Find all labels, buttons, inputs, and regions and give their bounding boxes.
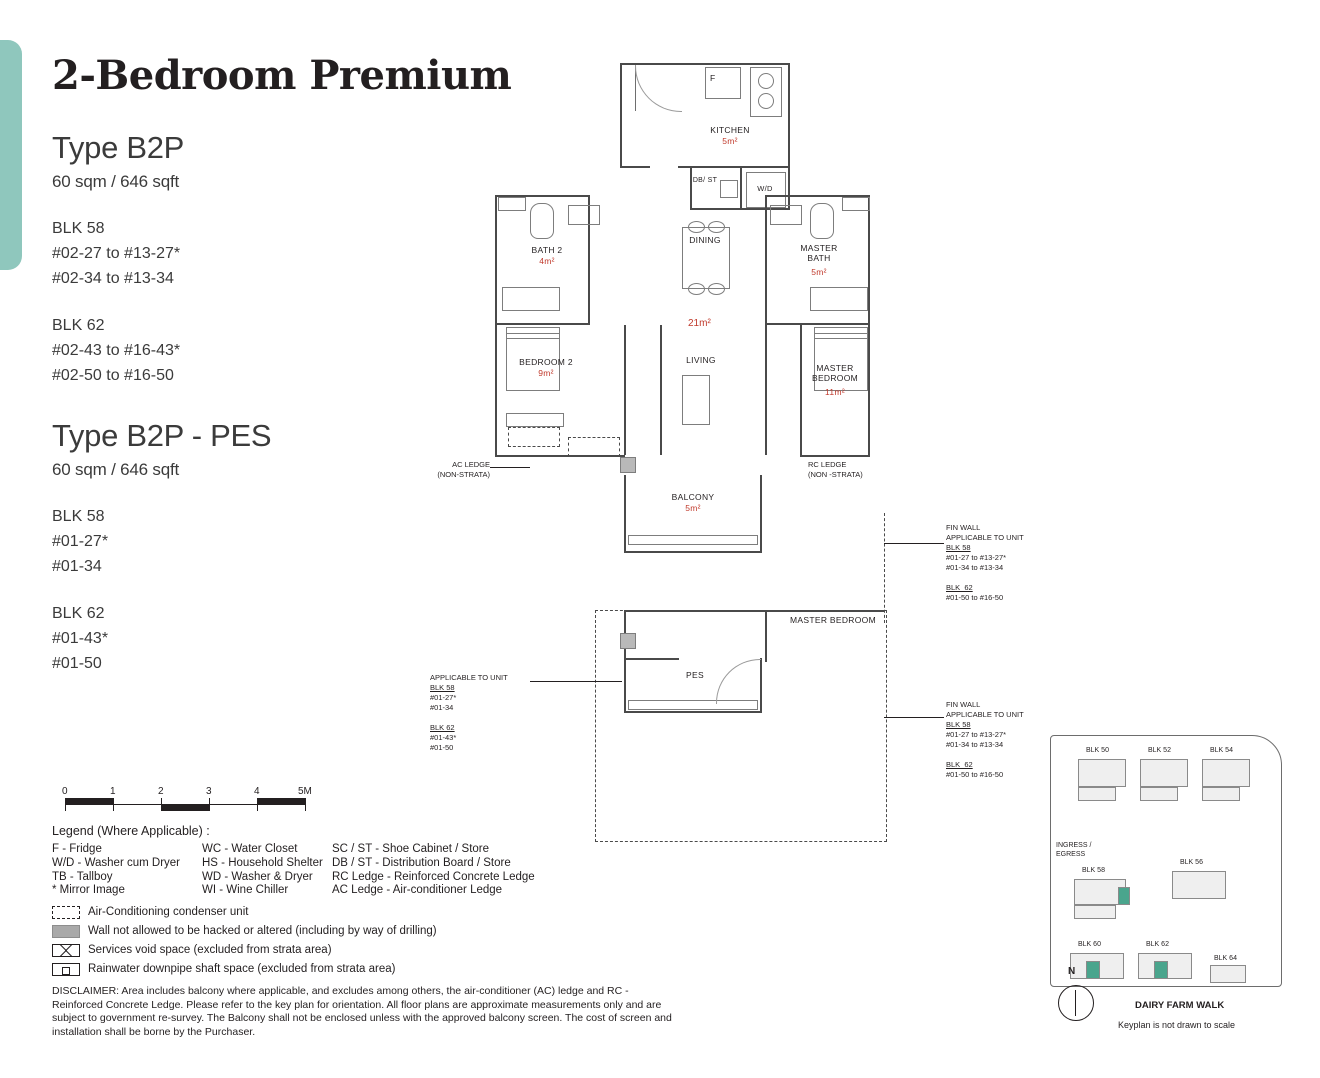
legend-2-1: WD - Washer & Dryer (202, 870, 313, 883)
legend-1-0: W/D - Washer cum Dryer (52, 856, 180, 869)
keyplan-blk-50-label: BLK 50 (1086, 747, 1109, 754)
keyplan-blk-56-label: BLK 56 (1180, 859, 1203, 866)
master-bedroom-area: 11m² (825, 387, 845, 397)
scale-bar (60, 786, 312, 818)
keyplan-blk-52-label: BLK 52 (1148, 747, 1171, 754)
legend-0-1: WC - Water Closet (202, 843, 298, 855)
bath2-label: BATH 2 (531, 245, 563, 255)
kitchen-area: 5m² (722, 136, 738, 146)
floor-plan (420, 45, 1024, 845)
type-b2p-blk62-unit-1: #02-43 to #16-43* (52, 342, 181, 359)
ac-ledge-annotation: AC LEDGE (NON-STRATA) (437, 460, 490, 479)
type-b2p-blk58-unit-2: #02-34 to #13-34 (52, 270, 174, 287)
compass-icon (1058, 985, 1094, 1021)
balcony-area: 5m² (685, 503, 701, 513)
legend-0-2: SC / ST - Shoe Cabinet / Store (332, 843, 490, 855)
legend-grid (52, 843, 535, 898)
kitchen-label: KITCHEN (710, 125, 750, 135)
type-pes-blk58-unit-1: #01-27* (52, 533, 109, 550)
fin-wall-annotation-2: FIN WALL APPLICABLE TO UNIT BLK 58 #01-27 to #13-27* #01-34 to #13-34 BLK 62 #01-50 to #16-50 (946, 700, 1024, 779)
type-pes-blk58-unit-2: #01-34 (52, 558, 102, 575)
legend-1-2: DB / ST - Distribution Board / Store (332, 856, 511, 869)
legend-symbol-2: Services void space (excluded from strata area) (88, 944, 332, 956)
legend-2-0: TB - Tallboy (52, 870, 113, 883)
living-label: LIVING (686, 355, 716, 365)
pes-label: PES (686, 670, 704, 680)
type-pes-blk62-unit-2: #01-50 (52, 655, 102, 672)
applicable-to-unit-annotation: APPLICABLE TO UNIT BLK 58 #01-27* #01-34 BLK 62 #01-43* #01-50 (430, 673, 508, 752)
legend-symbol-0: Air-Conditioning condenser unit (88, 906, 249, 918)
legend-3-2: AC Ledge - Air-conditioner Ledge (332, 884, 503, 897)
bath2-area: 4m² (539, 256, 555, 266)
services-void-icon (52, 944, 80, 957)
fridge-label: F (710, 73, 716, 83)
legend-symbol-3: Rainwater downpipe shaft space (excluded from strata area) (88, 963, 396, 975)
type-b2p-pes-heading: Type B2P - PES (52, 418, 272, 453)
keyplan-blk-64-label: BLK 64 (1214, 955, 1237, 962)
dining-label: DINING (689, 235, 721, 245)
legend-symbols (52, 903, 437, 979)
scale-tick-5: 5M (298, 786, 312, 797)
legend-0-0: F - Fridge (52, 843, 102, 855)
type-b2p-blk62-unit-2: #02-50 to #16-50 (52, 367, 174, 384)
db-st-label: DB/ ST (692, 177, 718, 184)
keyplan-blk-62-label: BLK 62 (1146, 941, 1169, 948)
legend-1-1: HS - Household Shelter (202, 856, 323, 869)
wd-label: W/D (757, 184, 773, 193)
rc-ledge-annotation: RC LEDGE (NON -STRATA) (808, 460, 863, 479)
bedroom2-area: 9m² (538, 368, 554, 378)
type-pes-blk62-unit-1: #01-43* (52, 630, 109, 647)
scale-tick-3: 3 (206, 786, 212, 797)
scale-tick-0: 0 (62, 786, 68, 797)
scale-tick-1: 1 (110, 786, 116, 797)
keyplan-ingress-label: INGRESS / EGRESS (1056, 842, 1092, 858)
type-pes-blk58-label: BLK 58 (52, 508, 105, 525)
keyplan-blk-60-label: BLK 60 (1078, 941, 1101, 948)
type-b2p-blk58-label: BLK 58 (52, 220, 105, 237)
keyplan-note: Keyplan is not drawn to scale (1118, 1020, 1236, 1030)
type-b2p-blk58-unit-1: #02-27 to #13-27* (52, 245, 181, 262)
legend-3-0: * Mirror Image (52, 884, 125, 897)
legend-2-2: RC Ledge - Reinforced Concrete Ledge (332, 870, 535, 883)
scale-tick-2: 2 (158, 786, 164, 797)
ac-condenser-icon (52, 906, 80, 919)
type-b2p-blk62-label: BLK 62 (52, 317, 105, 334)
pes-master-bedroom-label: MASTER BEDROOM (790, 615, 876, 625)
type-b2p-heading: Type B2P (52, 130, 185, 165)
bedroom2-label: BEDROOM 2 (519, 357, 573, 367)
keyplan-blk-54-label: BLK 54 (1210, 747, 1233, 754)
north-label: N (1068, 966, 1076, 977)
page-title: 2-Bedroom Premium (52, 52, 512, 99)
keyplan-street-label: DAIRY FARM WALK (1135, 1000, 1225, 1011)
type-b2p-pes-size: 60 sqm / 646 sqft (52, 460, 180, 479)
fin-wall-annotation-1: FIN WALL APPLICABLE TO UNIT BLK 58 #01-27 to #13-27* #01-34 to #13-34 BLK 62 #01-50 to #16-50 (946, 523, 1024, 602)
master-bath-area: 5m² (811, 267, 827, 277)
type-b2p-size: 60 sqm / 646 sqft (52, 172, 180, 191)
rainwater-downpipe-icon (52, 963, 80, 976)
type-pes-blk62-label: BLK 62 (52, 605, 105, 622)
scale-tick-4: 4 (254, 786, 260, 797)
living-area: 21m² (688, 318, 711, 329)
master-bath-label: MASTER BATH (800, 243, 838, 263)
legend-3-1: WI - Wine Chiller (202, 884, 289, 897)
master-bedroom-label: MASTER BEDROOM (811, 363, 859, 383)
hack-wall-icon (52, 925, 80, 938)
balcony-label: BALCONY (671, 492, 715, 502)
accent-bar (0, 40, 22, 270)
legend-title: Legend (Where Applicable) : (52, 824, 210, 838)
legend-symbol-1: Wall not allowed to be hacked or altered (including by way of drilling) (88, 925, 437, 937)
disclaimer: DISCLAIMER: Area includes balcony where applicable, and excludes among others, the air-conditioner (AC) ledge and RC - Reinforced Concrete Ledge. Please refer to the key plan for orientation. All floor plans are approximate measurements only and are subject to government re-survey. The Balcony shall not be enclosed unless with the approved balcony screen. The cost of screen and installation shall be borne by the Purchaser. (52, 985, 672, 1038)
keyplan-blk-58-label: BLK 58 (1082, 867, 1105, 874)
